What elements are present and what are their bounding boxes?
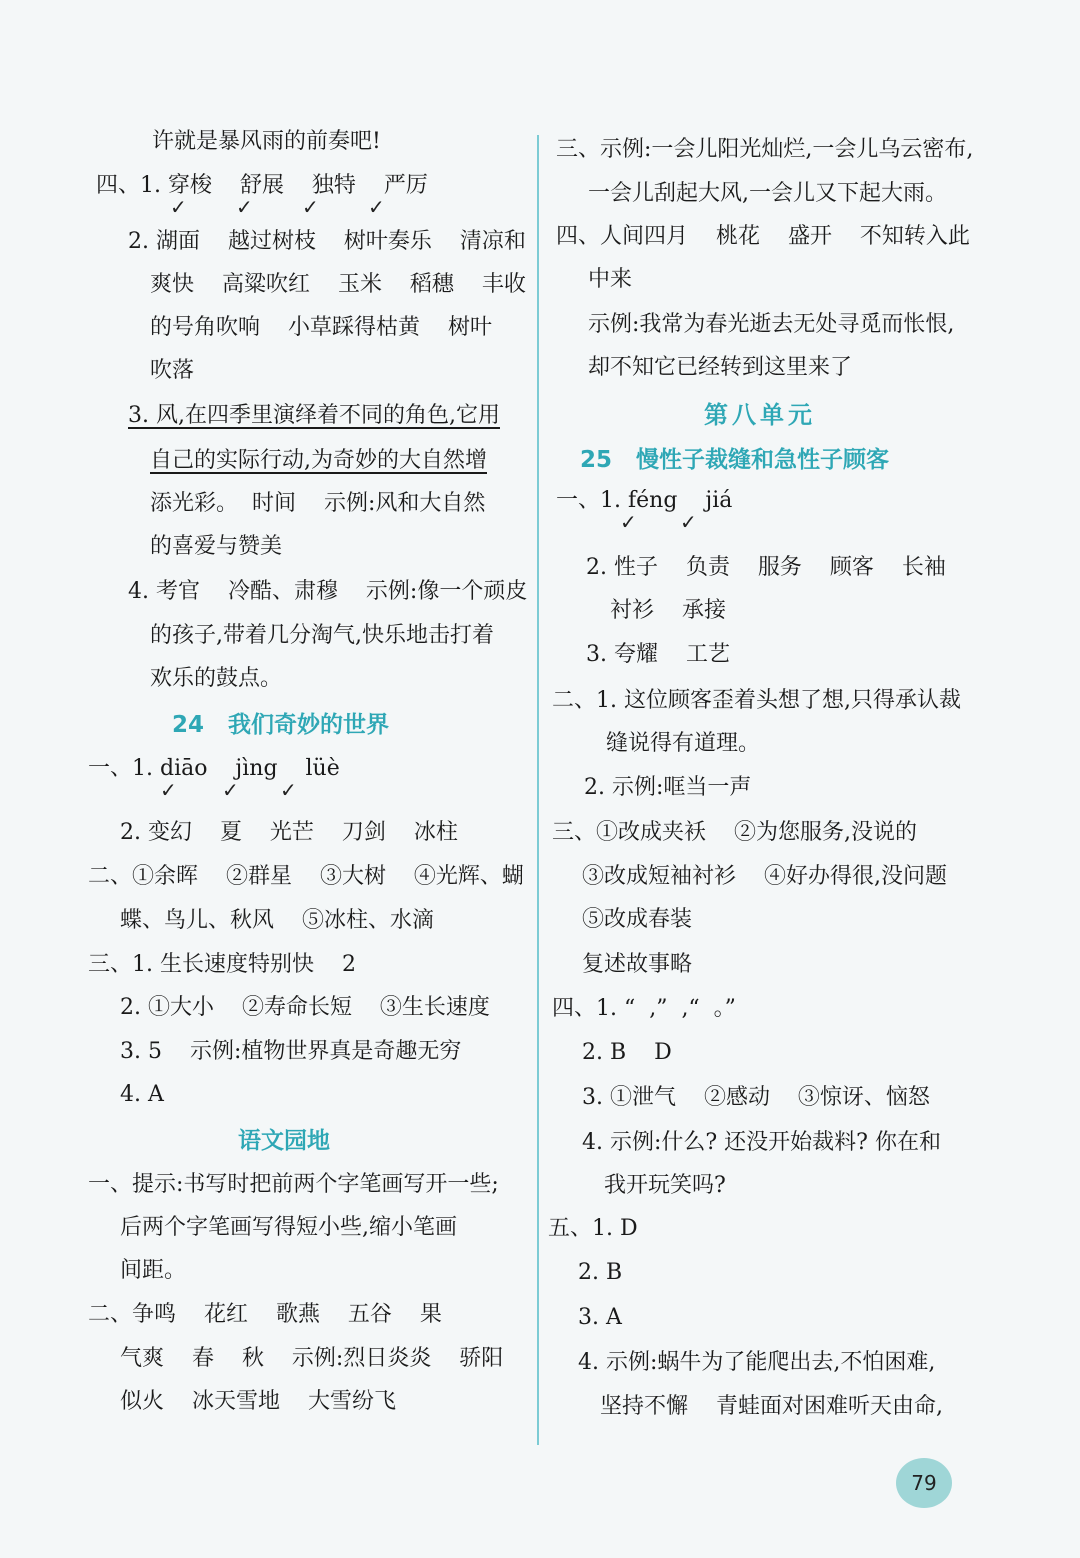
answer-line: 4. 示例:什么? 还没开始裁料? 你在和 [582, 1130, 941, 1155]
answer-line: 坚持不懈 青蛙面对困难听天由命, [600, 1394, 943, 1419]
answer-line: 4. 示例:蜗牛为了能爬出去,不怕困难, [578, 1350, 936, 1375]
answer-line: 3. 风,在四季里演绎着不同的角色,它用 [128, 403, 500, 428]
answer-line: 气爽 春 秋 示例:烈日炎炎 骄阳 [120, 1346, 504, 1371]
answer-line: 2. 示例:哐当一声 [584, 775, 752, 800]
answer-line: 3. 5 示例:植物世界真是奇趣无穷 [120, 1039, 462, 1064]
answer-line: 3. ①泄气 ②感动 ③惊讶、恼怒 [582, 1085, 930, 1110]
answer-line: 却不知它已经转到这里来了 [588, 355, 853, 380]
answer-line: 3. 夸耀 工艺 [586, 642, 730, 667]
answer-line: 爽快 高粱吹红 玉米 稻穗 丰收 [150, 272, 526, 297]
check-mark-icon: ✓ [620, 510, 637, 534]
answer-line: 四、1. “ ,” ,“ 。” [552, 996, 736, 1021]
answer-line: 3. A [578, 1305, 622, 1330]
answer-line: 四、1. 穿梭 舒展 独特 严厉 [96, 173, 428, 198]
unit-heading: 第八单元 [704, 401, 816, 429]
answer-line: 的喜爱与赞美 [150, 534, 283, 559]
answer-line: 示例:我常为春光逝去无处寻觅而怅恨, [588, 312, 955, 337]
answer-line: 自己的实际行动,为奇妙的大自然增 [150, 448, 487, 473]
check-mark-icon: ✓ [236, 195, 253, 219]
answer-line: 欢乐的鼓点。 [150, 666, 283, 691]
lesson-heading: 25 慢性子裁缝和急性子顾客 [580, 447, 890, 473]
answer-line: 一、提示:书写时把前两个字笔画写开一些; [88, 1172, 499, 1197]
answer-line: 三、1. 生长速度特别快 2 [88, 952, 356, 977]
answer-line: ③改成短袖衬衫 ④好办得很,没问题 [582, 864, 947, 889]
answer-line: 二、争鸣 花红 歌燕 五谷 果 [88, 1302, 442, 1327]
answer-line: 我开玩笑吗? [604, 1173, 726, 1198]
check-mark-icon: ✓ [680, 510, 697, 534]
answer-line: 添光彩。 时间 示例:风和大自然 [150, 491, 486, 516]
answer-line: 一、1. féng jiá [556, 488, 733, 513]
answer-line: 三、①改成夹袄 ②为您服务,没说的 [552, 820, 917, 845]
answer-line: 复述故事略 [582, 952, 693, 977]
answer-line: ⑤改成春装 [582, 907, 693, 932]
answer-line: 似火 冰天雪地 大雪纷飞 [120, 1389, 396, 1414]
answer-line: 许就是暴风雨的前奏吧! [152, 129, 381, 154]
answer-line: 蝶、鸟儿、秋风 ⑤冰柱、水滴 [120, 908, 434, 933]
answer-line: 2. B D [582, 1040, 672, 1065]
answer-line: 二、①余晖 ②群星 ③大树 ④光辉、蝴 [88, 864, 524, 889]
answer-line: 二、1. 这位顾客歪着头想了想,只得承认裁 [552, 688, 961, 713]
answer-line: 一、1. diāo jìng lüè [88, 756, 340, 781]
answer-line: 2. B [578, 1260, 623, 1285]
lesson-heading: 24 我们奇妙的世界 [172, 712, 390, 738]
column-divider [537, 135, 539, 1445]
answer-line: 四、人间四月 桃花 盛开 不知转入此 [556, 224, 970, 249]
answer-line: 4. 考官 冷酷、肃穆 示例:像一个顽皮 [128, 579, 528, 604]
check-mark-icon: ✓ [302, 195, 319, 219]
answer-line: 五、1. D [548, 1216, 638, 1241]
answer-line: 2. 变幻 夏 光芒 刀剑 冰柱 [120, 820, 458, 845]
answer-line: 吹落 [150, 358, 195, 383]
answer-line: 一会儿刮起大风,一会儿又下起大雨。 [588, 181, 947, 206]
answer-line: 4. A [120, 1082, 164, 1107]
answer-line: 2. ①大小 ②寿命长短 ③生长速度 [120, 995, 490, 1020]
answer-line: 间距。 [120, 1258, 187, 1283]
answer-line: 2. 性子 负责 服务 顾客 长袖 [586, 555, 946, 580]
check-mark-icon: ✓ [170, 195, 187, 219]
answer-line: 的号角吹响 小草踩得枯黄 树叶 [150, 315, 492, 340]
answer-line: 衬衫 承接 [610, 598, 726, 623]
section-heading: 语文园地 [238, 1128, 330, 1154]
page-number: 79 [896, 1458, 952, 1508]
check-mark-icon: ✓ [222, 778, 239, 802]
answer-line: 中来 [588, 267, 633, 292]
answer-line: 缝说得有道理。 [606, 731, 761, 756]
answer-line: 后两个字笔画写得短小些,缩小笔画 [120, 1215, 457, 1240]
answer-line: 三、示例:一会儿阳光灿烂,一会儿乌云密布, [556, 137, 974, 162]
answer-line: 的孩子,带着几分淘气,快乐地击打着 [150, 623, 494, 648]
answer-line: 2. 湖面 越过树枝 树叶奏乐 清凉和 [128, 229, 526, 254]
check-mark-icon: ✓ [280, 778, 297, 802]
check-mark-icon: ✓ [160, 778, 177, 802]
check-mark-icon: ✓ [368, 195, 385, 219]
